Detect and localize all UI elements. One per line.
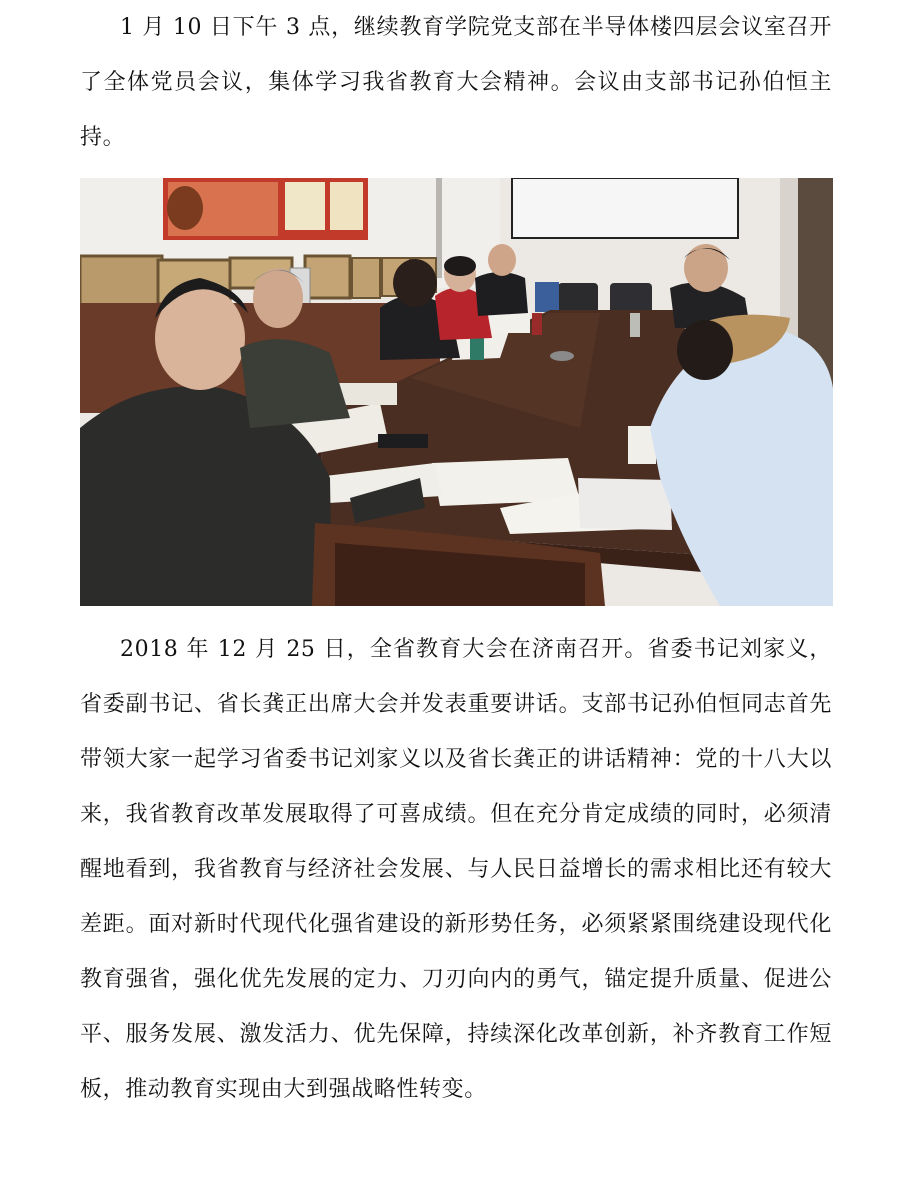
paragraph-meeting-intro: 1 月 10 日下午 3 点，继续教育学院党支部在半导体楼四层会议室召开了全体党员会议，集体学习我省教育大会精神。会议由支部书记孙伯恒主持。 (80, 15, 832, 150)
paragraph-study-content: 2018 年 12 月 25 日，全省教育大会在济南召开。省委书记刘家义，省委副书记、省长龚正出席大会并发表重要讲话。支部书记孙伯恒同志首先带领大家一起学习省委书记刘家义以及省长龚正的讲话精神：党的十八大以来，我省教育改革发展取得了可喜成绩。但在充分肯定成绩的同时，必须清醒地看到，我省教育与经济社会发展、与人民日益增长的需求相比还有较大差距。面对新时代现代化强省建设的新形势任务，必须紧紧围绕建设现代化教育强省，强化优先发展的定力、刀刃向内的勇气，锚定提升质量、促进公平、服务发展、激发活力、优先保障，持续深化改革创新，补齐教育工作短板，推动教育实现由大到强战略性转变。 (80, 637, 832, 1102)
meeting-photo (80, 178, 833, 606)
projector-screen (512, 178, 738, 238)
wall-banner (163, 178, 368, 240)
meeting-photo-illustration (80, 178, 833, 606)
